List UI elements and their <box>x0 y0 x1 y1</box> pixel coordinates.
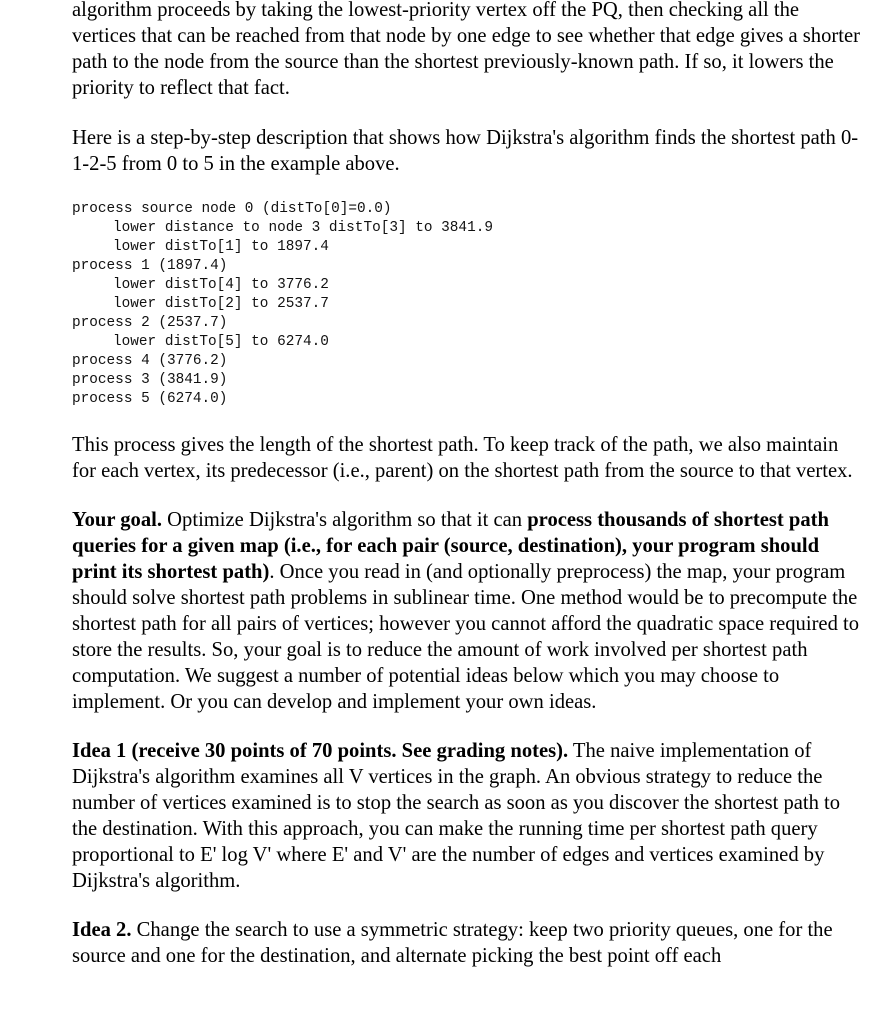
paragraph-path-tracking: This process gives the length of the shortest path. To keep track of the path, we also maintain for each vertex, its predecessor (i.e., parent) on the shortest path from the source to that vertex. <box>72 434 853 482</box>
trace-line: lower distTo[4] to 3776.2 <box>113 277 329 293</box>
trace-line: process 4 (3776.2) <box>72 353 228 369</box>
paragraph-idea-1 <box>72 738 862 894</box>
trace-line: process 5 (6274.0) <box>72 391 228 407</box>
trace-line: lower distTo[2] to 2537.7 <box>113 296 329 312</box>
trace-line: process source node 0 (distTo[0]=0.0) <box>72 201 392 217</box>
idea1-text: The naive implementation of Dijkstra's algorithm examines all V vertices in the graph. An obvious strategy to reduce the number of vertices examined is to stop the search as soon as you discover the shortest path to the destination. With this approach, you can make the running time per shortest path query proportional to E' log V' where E' and V' are the number of edges and vertices examined by Dijkstra's algorithm. <box>72 740 841 892</box>
goal-text-a: Optimize Dijkstra's algorithm so that it can <box>162 509 528 531</box>
paragraph-your-goal <box>72 507 862 715</box>
code-trace <box>72 200 862 409</box>
trace-line: process 3 (3841.9) <box>72 372 228 388</box>
trace-line: process 2 (2537.7) <box>72 315 228 331</box>
paragraph-algorithm-description: algorithm proceeds by taking the lowest-priority vertex off the PQ, then checking all the vertices that can be reached from that node by one edge to see whether that edge gives a shorter path to the node from the source than the shortest previously-known path. If so, it lowers the priority to reflect that fact. <box>72 0 860 99</box>
idea2-heading: Idea 2. <box>72 919 132 941</box>
trace-line: process 1 (1897.4) <box>72 258 228 274</box>
trace-line: lower distTo[5] to 6274.0 <box>113 334 329 350</box>
idea2-text: Change the search to use a symmetric strategy: keep two priority queues, one for the source and one for the destination, and alternate picking the best point off each <box>72 919 833 967</box>
trace-line: lower distance to node 3 distTo[3] to 3841.9 <box>113 220 493 236</box>
goal-bold-requirement: process thousands of shortest path queries for a given map (i.e., for each pair (source, destination), your program should print its shortest path) <box>72 509 829 583</box>
idea1-heading: Idea 1 (receive 30 points of 70 points. See grading notes). <box>72 740 569 762</box>
trace-line: lower distTo[1] to 1897.4 <box>113 239 329 255</box>
document-page <box>72 0 862 969</box>
paragraph-idea-2 <box>72 917 862 969</box>
paragraph-step-by-step-intro: Here is a step-by-step description that shows how Dijkstra's algorithm finds the shortest path 0-1-2-5 from 0 to 5 in the example above. <box>72 127 859 175</box>
goal-heading: Your goal. <box>72 509 163 531</box>
goal-text-c: . Once you read in (and optionally preprocess) the map, your program should solve shortest path problems in sublinear time. One method would be to precompute the shortest path for all pairs of vertices; however you cannot afford the quadratic space required to store the results. So, your goal is to reduce the amount of work involved per shortest path computation. We suggest a number of potential ideas below which you may choose to implement. Or you can develop and implement your own ideas. <box>72 561 860 713</box>
